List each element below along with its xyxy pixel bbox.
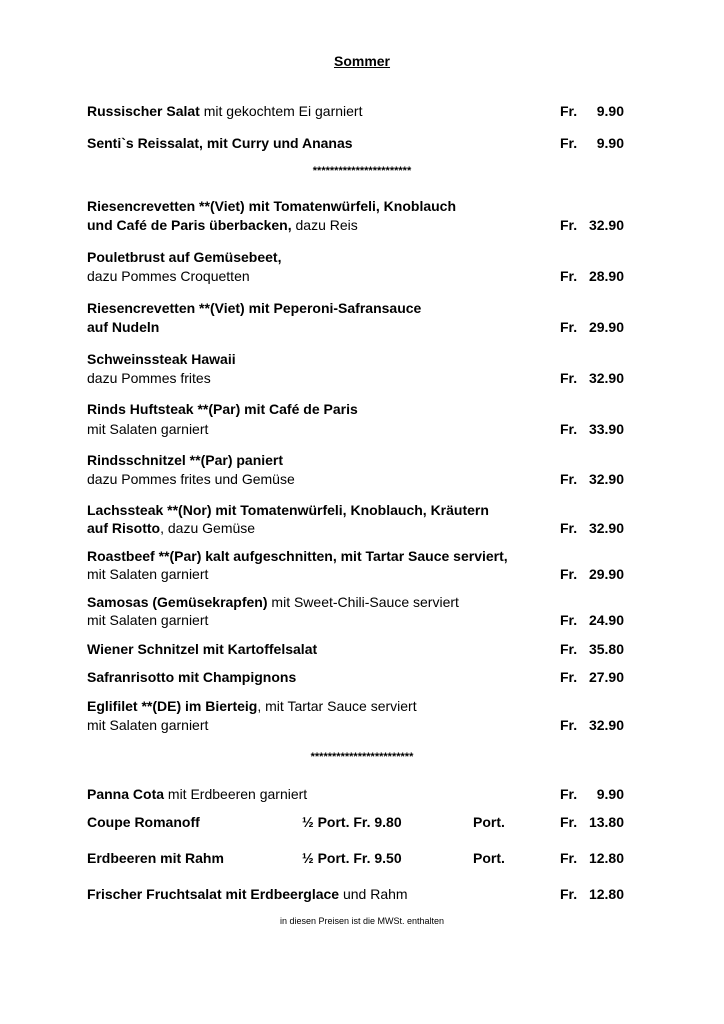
vat-footnote: in diesen Preisen ist die MWSt. enthalten [279,916,445,926]
menu-item-lachssteak-line2 [87,519,255,537]
currency-label: Fr. [560,135,578,151]
menu-item-huftsteak-line2: mit Salaten garniert [87,421,209,437]
dessert-erdbeeren-mit-rahm: Erdbeeren mit Rahm [87,850,224,866]
item-name: auf Risotto [87,520,161,536]
price-value: 9.90 [596,135,624,151]
item-description: mit Sweet-Chili-Sauce serviert [267,594,459,610]
separator: ************************ [310,751,414,763]
menu-item-roastbeef-line1: Roastbeef **(Par) kalt aufgeschnitten, mit Tartar Sauce serviert, [87,548,508,564]
menu-item-russischer-salat [87,102,362,120]
menu-item-roastbeef-line2: mit Salaten garniert [87,566,209,582]
price-value: 32.90 [588,717,624,733]
item-description: , dazu Gemüse [160,520,256,536]
price-value: 24.90 [588,612,624,628]
price-value: 29.90 [588,319,624,335]
currency-label: Fr. [560,520,578,536]
menu-item-safranrisotto: Safranrisotto mit Champignons [87,669,297,685]
portion-label: Port. [473,850,505,866]
menu-item-riesencrevetten-line1: Riesencrevetten **(Viet) mit Tomatenwürfeli, Knoblauch [87,198,457,214]
menu-item-eglifilet-line1 [87,697,417,715]
item-description: und Rahm [339,886,408,902]
currency-label: Fr. [560,850,578,866]
menu-item-eglifilet-line2: mit Salaten garniert [87,717,209,733]
portion-label: Port. [473,814,505,830]
currency-label: Fr. [560,319,578,335]
currency-label: Fr. [560,421,578,437]
currency-label: Fr. [560,217,578,233]
currency-label: Fr. [560,566,578,582]
price-value: 9.90 [596,786,624,802]
menu-item-rindsschnitzel-line1: Rindsschnitzel **(Par) paniert [87,452,284,468]
half-portion-price: ½ Port. Fr. 9.80 [302,814,402,830]
menu-item-reissalat [87,134,353,152]
item-description: dazu Reis [291,217,358,233]
half-portion-price: ½ Port. Fr. 9.50 [302,850,402,866]
price-value: 13.80 [588,814,624,830]
price-value: 32.90 [588,520,624,536]
price-value: 32.90 [588,217,624,233]
menu-item-huftsteak-line1: Rinds Huftsteak **(Par) mit Café de Paris [87,401,358,417]
currency-label: Fr. [560,103,578,119]
item-name: Senti`s Reissalat, mit Curry und Ananas [87,135,353,151]
currency-label: Fr. [560,786,578,802]
currency-label: Fr. [560,641,578,657]
price-value: 32.90 [588,471,624,487]
item-description: mit Erdbeeren garniert [164,786,308,802]
currency-label: Fr. [560,717,578,733]
dessert-fruchtsalat [87,885,408,903]
item-description: , mit Tartar Sauce serviert [257,698,417,714]
price-value: 27.90 [588,669,624,685]
menu-item-riesencrevetten2-line1: Riesencrevetten **(Viet) mit Peperoni-Safransauce [87,300,422,316]
currency-label: Fr. [560,814,578,830]
menu-item-schweinssteak-line1: Schweinssteak Hawaii [87,351,236,367]
currency-label: Fr. [560,370,578,386]
menu-item-riesencrevetten2-line2: auf Nudeln [87,319,160,335]
dessert-coupe-romanoff: Coupe Romanoff [87,814,200,830]
item-description: mit gekochtem Ei garniert [199,103,363,119]
menu-item-pouletbrust-line1: Pouletbrust auf Gemüsebeet, [87,249,282,265]
currency-label: Fr. [560,669,578,685]
price-value: 35.80 [588,641,624,657]
item-name: Frischer Fruchtsalat mit Erdbeerglace [87,886,340,902]
menu-item-samosas-line2: mit Salaten garniert [87,612,209,628]
item-name: Eglifilet **(DE) im Bierteig [87,698,258,714]
dessert-panna-cota [87,785,307,803]
price-value: 9.90 [596,103,624,119]
menu-item-riesencrevetten-line2 [87,216,358,234]
price-value: 12.80 [588,850,624,866]
item-name: Panna Cota [87,786,165,802]
separator: *********************** [312,165,412,177]
menu-item-samosas-line1 [87,593,459,611]
price-value: 28.90 [588,268,624,284]
price-value: 32.90 [588,370,624,386]
item-name: und Café de Paris überbacken, [87,217,292,233]
item-name: Russischer Salat [87,103,200,119]
price-value: 33.90 [588,421,624,437]
menu-item-lachssteak-line1: Lachssteak **(Nor) mit Tomatenwürfeli, Knoblauch, Kräutern [87,502,489,518]
item-name: Samosas (Gemüsekrapfen) [87,594,268,610]
menu-item-schweinssteak-line2: dazu Pommes frites [87,370,211,386]
price-value: 29.90 [588,566,624,582]
currency-label: Fr. [560,268,578,284]
page-title: Sommer [333,53,391,69]
currency-label: Fr. [560,612,578,628]
menu-item-pouletbrust-line2: dazu Pommes Croquetten [87,268,250,284]
currency-label: Fr. [560,886,578,902]
currency-label: Fr. [560,471,578,487]
menu-item-wiener-schnitzel: Wiener Schnitzel mit Kartoffelsalat [87,641,318,657]
price-value: 12.80 [588,886,624,902]
menu-item-rindsschnitzel-line2: dazu Pommes frites und Gemüse [87,471,295,487]
